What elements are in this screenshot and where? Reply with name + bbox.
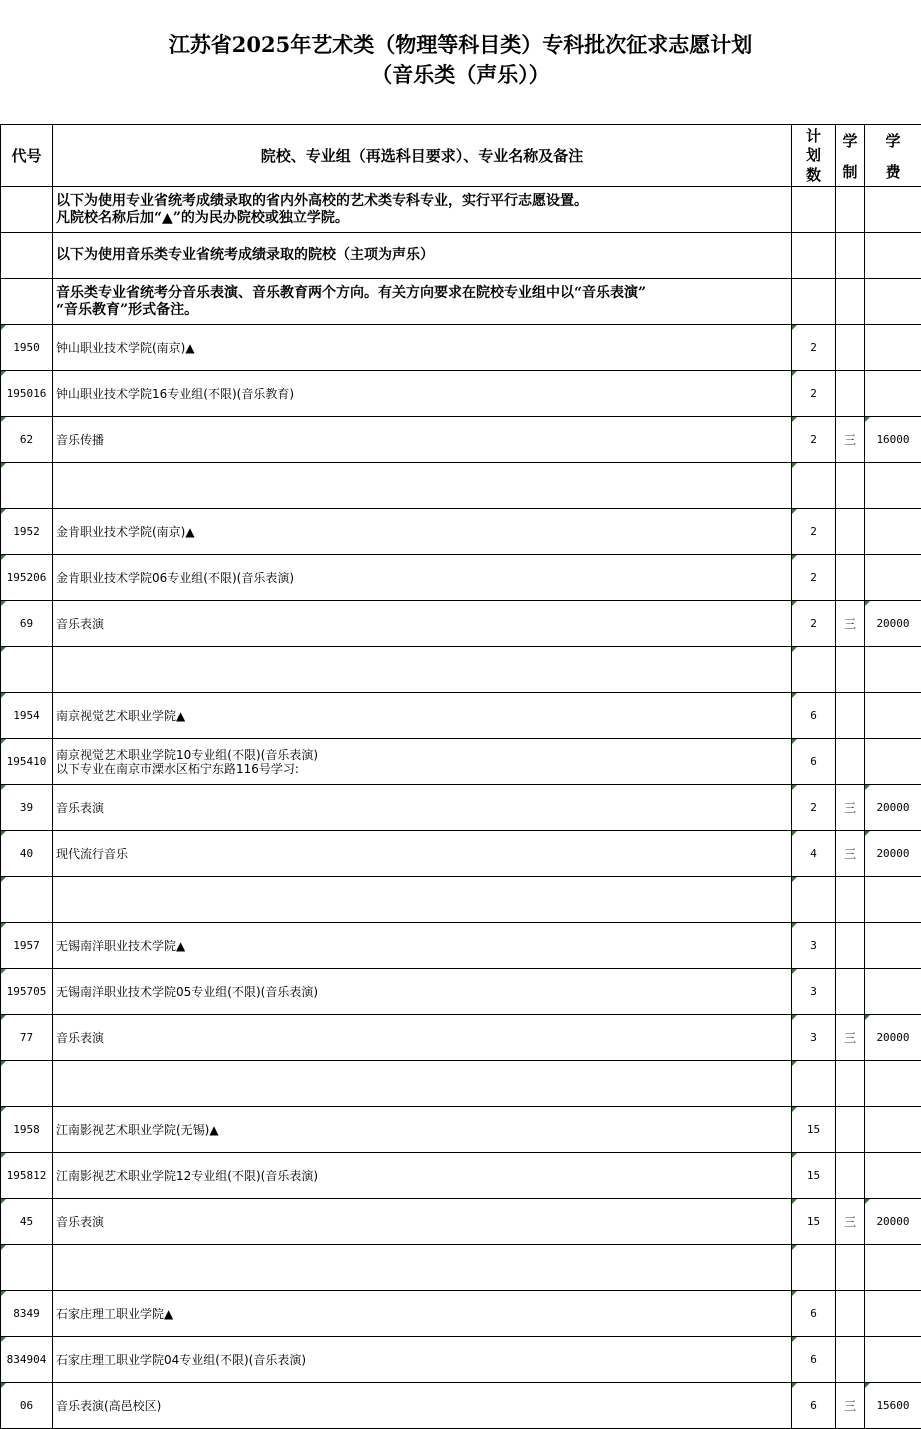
row-code-cell	[1, 555, 53, 601]
note-plan-cell	[792, 187, 836, 233]
table-row	[1, 463, 921, 509]
row-fee-cell	[865, 1153, 921, 1199]
row-code: 1952	[13, 525, 40, 538]
row-code: 195705	[6, 985, 47, 998]
row-plan-cell	[792, 1107, 836, 1153]
table-row	[1, 1107, 921, 1153]
row-code-cell	[1, 325, 53, 371]
row-name-cell	[53, 1107, 792, 1153]
row-fee-cell	[865, 1383, 921, 1429]
row-length-cell	[836, 739, 865, 785]
row-code-cell	[1, 923, 53, 969]
row-fee-cell	[865, 877, 921, 923]
row-fee-cell	[865, 1245, 921, 1291]
row-name-cell	[53, 371, 792, 417]
row-fee: 20000	[876, 1031, 910, 1044]
row-plan-cell	[792, 1199, 836, 1245]
row-code-cell	[1, 831, 53, 877]
row-plan: 3	[810, 1031, 817, 1044]
row-name-line: 音乐表演	[56, 616, 105, 631]
row-name-cell	[53, 1383, 792, 1429]
row-fee-cell	[865, 1337, 921, 1383]
row-fee-cell	[865, 739, 921, 785]
row-name-cell	[53, 739, 792, 785]
row-length-cell	[836, 1199, 865, 1245]
row-code: 1954	[13, 709, 40, 722]
table-row	[1, 1015, 921, 1061]
row-name-line: 音乐表演	[56, 1214, 105, 1229]
note-length-cell	[836, 279, 865, 325]
row-code-cell	[1, 739, 53, 785]
row-fee-cell	[865, 509, 921, 555]
row-plan-cell	[792, 923, 836, 969]
row-plan-cell	[792, 509, 836, 555]
note-text-cell	[53, 279, 792, 325]
row-length: 三	[843, 1399, 856, 1413]
row-name-cell	[53, 647, 792, 693]
row-code-cell	[1, 969, 53, 1015]
row-fee: 20000	[876, 847, 910, 860]
row-plan-cell	[792, 371, 836, 417]
note-row	[1, 233, 921, 279]
row-length-cell	[836, 1383, 865, 1429]
table-row	[1, 371, 921, 417]
note-code-cell	[1, 233, 53, 279]
row-plan: 3	[810, 939, 817, 952]
row-fee-cell	[865, 371, 921, 417]
row-length-cell	[836, 969, 865, 1015]
row-length: 三	[843, 617, 856, 631]
row-plan: 2	[810, 801, 817, 814]
row-name-line: 现代流行音乐	[56, 846, 129, 861]
row-fee-cell	[865, 693, 921, 739]
row-plan-cell	[792, 1061, 836, 1107]
row-fee-cell	[865, 601, 921, 647]
row-plan-cell	[792, 969, 836, 1015]
row-plan: 6	[810, 1307, 817, 1320]
row-plan-cell	[792, 1245, 836, 1291]
table-row	[1, 1061, 921, 1107]
row-fee: 15600	[876, 1399, 910, 1412]
table-row	[1, 739, 921, 785]
row-name-line: 江南影视艺术职业学院(无锡)▲	[56, 1122, 219, 1137]
row-code-cell	[1, 417, 53, 463]
table-row	[1, 693, 921, 739]
header-length-char: 学	[842, 131, 858, 150]
row-length-cell	[836, 325, 865, 371]
row-name-line: 音乐表演(高邑校区)	[56, 1398, 162, 1413]
note-row	[1, 187, 921, 233]
row-fee: 20000	[876, 1215, 910, 1228]
row-name-line: 石家庄理工职业学院▲	[56, 1306, 174, 1321]
row-plan-cell	[792, 1291, 836, 1337]
row-fee-cell	[865, 647, 921, 693]
row-plan: 4	[810, 847, 817, 860]
row-name-cell	[53, 1245, 792, 1291]
table-row	[1, 877, 921, 923]
row-length-cell	[836, 785, 865, 831]
row-code-cell	[1, 647, 53, 693]
row-name-cell	[53, 463, 792, 509]
table-body	[1, 187, 921, 1429]
row-length-cell	[836, 693, 865, 739]
row-code-cell	[1, 509, 53, 555]
row-name-cell	[53, 785, 792, 831]
note-text-line: “音乐教育”形式备注。	[56, 301, 199, 318]
row-name-cell	[53, 1291, 792, 1337]
row-name-cell	[53, 417, 792, 463]
row-name-cell	[53, 969, 792, 1015]
row-name-cell	[53, 509, 792, 555]
table-row	[1, 509, 921, 555]
row-plan-cell	[792, 831, 836, 877]
row-code: 69	[19, 617, 34, 630]
row-length-cell	[836, 509, 865, 555]
note-fee-cell	[865, 233, 921, 279]
row-fee-cell	[865, 1061, 921, 1107]
row-fee-cell	[865, 1199, 921, 1245]
table-row	[1, 785, 921, 831]
row-code: 195016	[6, 387, 47, 400]
row-plan-cell	[792, 417, 836, 463]
row-fee-cell	[865, 969, 921, 1015]
row-code-cell	[1, 1107, 53, 1153]
row-code-cell	[1, 1245, 53, 1291]
note-row	[1, 279, 921, 325]
row-length-cell	[836, 1291, 865, 1337]
row-length-cell	[836, 877, 865, 923]
row-code: 195206	[6, 571, 47, 584]
row-fee-cell	[865, 923, 921, 969]
row-code: 1957	[13, 939, 40, 952]
row-length-cell	[836, 417, 865, 463]
note-text-line: 以下为使用专业省统考成绩录取的省内外高校的艺术类专科专业，实行平行志愿设置。	[56, 192, 588, 209]
table-row	[1, 1383, 921, 1429]
row-fee-cell	[865, 1291, 921, 1337]
row-plan-cell	[792, 1015, 836, 1061]
document-title	[0, 30, 921, 90]
row-code: 06	[19, 1399, 34, 1412]
row-plan-cell	[792, 739, 836, 785]
row-code: 39	[19, 801, 34, 814]
table-row	[1, 923, 921, 969]
header-code: 代号	[1, 125, 53, 187]
row-fee-cell	[865, 555, 921, 601]
table-row	[1, 1199, 921, 1245]
row-fee-cell	[865, 785, 921, 831]
row-plan: 2	[810, 525, 817, 538]
table-row	[1, 1337, 921, 1383]
note-text-cell	[53, 233, 792, 279]
table-row	[1, 555, 921, 601]
row-length: 三	[843, 801, 856, 815]
row-length-cell	[836, 555, 865, 601]
row-code: 1958	[13, 1123, 40, 1136]
row-name-line: 无锡南洋职业技术学院▲	[56, 938, 186, 953]
row-name-line: 音乐传播	[56, 432, 105, 447]
row-name-line: 无锡南洋职业技术学院05专业组(不限)(音乐表演)	[56, 984, 318, 999]
row-code-cell	[1, 877, 53, 923]
row-code: 62	[19, 433, 34, 446]
header-fee-char: 学	[885, 131, 901, 150]
row-plan-cell	[792, 325, 836, 371]
table-header-row	[1, 125, 921, 187]
row-code: 40	[19, 847, 34, 860]
table-row	[1, 325, 921, 371]
row-fee-cell	[865, 831, 921, 877]
row-plan: 3	[810, 985, 817, 998]
note-fee-cell	[865, 279, 921, 325]
row-plan: 6	[810, 755, 817, 768]
row-name-line: 音乐表演	[56, 800, 105, 815]
row-length-cell	[836, 1061, 865, 1107]
row-name-cell	[53, 1061, 792, 1107]
table-row	[1, 601, 921, 647]
note-code-cell	[1, 279, 53, 325]
table-row	[1, 1245, 921, 1291]
row-fee-cell	[865, 325, 921, 371]
row-code-cell	[1, 463, 53, 509]
row-length: 三	[843, 1031, 856, 1045]
row-name-line: 江南影视艺术职业学院12专业组(不限)(音乐表演)	[56, 1168, 318, 1183]
row-length-cell	[836, 1015, 865, 1061]
note-code-cell	[1, 187, 53, 233]
row-name-line: 南京视觉艺术职业学院▲	[56, 708, 186, 723]
note-text-line: 凡院校名称后加“▲”的为民办院校或独立学院。	[56, 209, 349, 226]
row-code-cell	[1, 1291, 53, 1337]
row-plan-cell	[792, 1383, 836, 1429]
note-plan-cell	[792, 279, 836, 325]
row-fee-cell	[865, 1015, 921, 1061]
table-row	[1, 831, 921, 877]
row-length-cell	[836, 1245, 865, 1291]
row-length-cell	[836, 1107, 865, 1153]
row-length-cell	[836, 601, 865, 647]
row-plan-cell	[792, 601, 836, 647]
row-fee-cell	[865, 1107, 921, 1153]
table-row	[1, 969, 921, 1015]
row-plan: 15	[806, 1169, 821, 1182]
title-line-2: （音乐类（声乐））	[371, 62, 550, 87]
row-name-cell	[53, 555, 792, 601]
header-fee-char: 费	[885, 162, 901, 181]
table-row	[1, 1153, 921, 1199]
row-name-cell	[53, 1337, 792, 1383]
row-code-cell	[1, 1153, 53, 1199]
row-code: 45	[19, 1215, 34, 1228]
row-fee: 20000	[876, 617, 910, 630]
row-name-cell	[53, 693, 792, 739]
row-name-cell	[53, 923, 792, 969]
row-code: 8349	[13, 1307, 40, 1320]
row-name-line: 以下专业在南京市溧水区柘宁东路116号学习:	[56, 761, 299, 776]
row-plan: 2	[810, 341, 817, 354]
row-length-cell	[836, 371, 865, 417]
row-code-cell	[1, 1383, 53, 1429]
row-code-cell	[1, 1337, 53, 1383]
row-plan: 6	[810, 709, 817, 722]
row-plan: 6	[810, 1399, 817, 1412]
row-code: 195410	[6, 755, 47, 768]
row-code: 195812	[6, 1169, 47, 1182]
table-row	[1, 1291, 921, 1337]
row-plan-cell	[792, 877, 836, 923]
row-plan-cell	[792, 693, 836, 739]
row-length-cell	[836, 923, 865, 969]
row-plan: 15	[806, 1215, 821, 1228]
row-name-line: 石家庄理工职业学院04专业组(不限)(音乐表演)	[56, 1352, 306, 1367]
header-plan-char: 划	[805, 146, 821, 164]
note-fee-cell	[865, 187, 921, 233]
row-length-cell	[836, 647, 865, 693]
header-fee	[865, 125, 921, 187]
row-name-line: 南京视觉艺术职业学院10专业组(不限)(音乐表演)	[56, 747, 318, 762]
row-name-line: 音乐表演	[56, 1030, 105, 1045]
row-code-cell	[1, 693, 53, 739]
row-name-cell	[53, 877, 792, 923]
row-length-cell	[836, 463, 865, 509]
row-plan: 2	[810, 571, 817, 584]
header-plan-char: 计	[805, 126, 821, 145]
row-plan: 2	[810, 387, 817, 400]
note-plan-cell	[792, 233, 836, 279]
row-name-line: 金肯职业技术学院06专业组(不限)(音乐表演)	[56, 570, 294, 585]
row-name-cell	[53, 1153, 792, 1199]
row-plan: 15	[806, 1123, 821, 1136]
row-length-cell	[836, 831, 865, 877]
header-length-char: 制	[842, 162, 858, 181]
row-fee-cell	[865, 417, 921, 463]
row-plan-cell	[792, 463, 836, 509]
row-code-cell	[1, 371, 53, 417]
row-name-cell	[53, 601, 792, 647]
row-fee-cell	[865, 463, 921, 509]
table-row	[1, 417, 921, 463]
row-plan: 2	[810, 433, 817, 446]
row-length: 三	[843, 433, 856, 447]
row-code: 834904	[6, 1353, 47, 1366]
row-length: 三	[843, 1215, 856, 1229]
row-code-cell	[1, 785, 53, 831]
header-plan	[792, 125, 836, 187]
row-plan-cell	[792, 1337, 836, 1383]
table-row	[1, 647, 921, 693]
row-fee: 20000	[876, 801, 910, 814]
row-code-cell	[1, 1061, 53, 1107]
header-name: 院校、专业组（再选科目要求）、专业名称及备注	[53, 125, 792, 187]
row-name-cell	[53, 1015, 792, 1061]
row-plan: 6	[810, 1353, 817, 1366]
note-text-line: 音乐类专业省统考分音乐表演、音乐教育两个方向。有关方向要求在院校专业组中以“音乐表演”	[56, 284, 647, 301]
row-fee: 16000	[876, 433, 910, 446]
row-code: 77	[19, 1031, 34, 1044]
title-line-1: 江苏省2025年艺术类（物理等科目类）专科批次征求志愿计划	[168, 32, 753, 57]
row-plan-cell	[792, 1153, 836, 1199]
note-text-cell	[53, 187, 792, 233]
row-code-cell	[1, 1199, 53, 1245]
row-name-line: 钟山职业技术学院(南京)▲	[56, 340, 195, 355]
row-name-cell	[53, 325, 792, 371]
note-text-line: 以下为使用音乐类专业省统考成绩录取的院校（主项为声乐）	[56, 247, 434, 263]
row-name-line: 钟山职业技术学院16专业组(不限)(音乐教育)	[56, 386, 294, 401]
header-length	[836, 125, 865, 187]
row-length-cell	[836, 1337, 865, 1383]
row-name-cell	[53, 831, 792, 877]
note-length-cell	[836, 233, 865, 279]
row-name-cell	[53, 1199, 792, 1245]
header-plan-char: 数	[805, 165, 821, 184]
row-length-cell	[836, 1153, 865, 1199]
row-plan: 2	[810, 617, 817, 630]
row-plan-cell	[792, 785, 836, 831]
row-length: 三	[843, 847, 856, 861]
note-length-cell	[836, 187, 865, 233]
row-code-cell	[1, 601, 53, 647]
row-code-cell	[1, 1015, 53, 1061]
row-plan-cell	[792, 555, 836, 601]
admission-plan-table	[0, 124, 921, 1429]
row-plan-cell	[792, 647, 836, 693]
row-code: 1950	[13, 341, 40, 354]
row-name-line: 金肯职业技术学院(南京)▲	[56, 524, 195, 539]
